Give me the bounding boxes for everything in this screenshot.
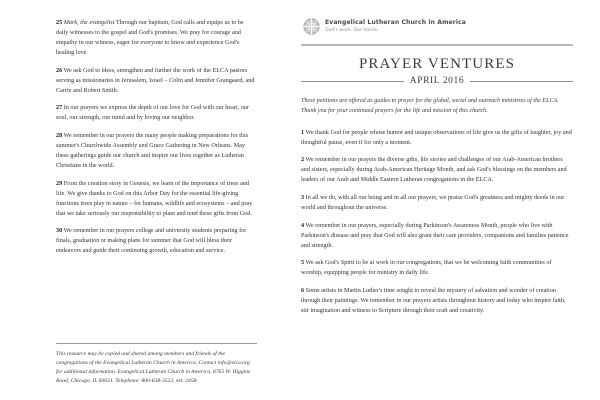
subtitle-rule-left — [301, 81, 404, 82]
prayer-entry — [56, 179, 257, 219]
prayer-entry-day: 3 — [301, 193, 305, 201]
prayer-entry — [56, 66, 257, 96]
prayer-entry-day: 26 — [56, 66, 63, 74]
colophon-text: This resource may be copied and shared among members and friends of the congregations of the Evangelical Lutheran Church in America. Contact info@elca.org for additional information. Evangelical Lutheran Church in America, 8765 W. Higgins Road, Chicago, IL 60631. Telephone: 800-638-3522, ext. 2458. — [56, 343, 257, 386]
prayer-entry — [301, 221, 573, 251]
masthead-divider — [301, 44, 573, 46]
masthead — [301, 18, 573, 35]
prayer-entry-text: Through our baptism, God calls and equips us to be daily witnesses to the gospel and God's promises. We pray for courage and empathy in our witness, eager for everyone to know and experience God's healing love. — [56, 19, 244, 57]
prayer-entry-day: 27 — [56, 104, 63, 112]
prayer-entry-day: 5 — [301, 259, 305, 267]
prayer-entry-commemoration: Mark, the evangelist — [63, 19, 115, 26]
brand-lines — [325, 18, 466, 33]
subtitle-row — [301, 76, 573, 86]
intro-paragraph: These petitions are offered as guides to prayer for the global, social and outreach ministries of the ELCA. Thank you for your continued prayers for the life and mission of this church. — [301, 98, 559, 114]
prayer-entry-text: We ask God to bless, strengthen and further the work of the ELCA pastors serving as missionaries in Jerusalem, Israel – Colin and Jennifer Grangaard, and Carrie and Robert Smith. — [56, 66, 255, 94]
title-block — [301, 57, 573, 86]
elca-circle-emblem-icon — [303, 18, 320, 35]
prayer-entry-text: From the creation story in Genesis, we learn of the importance of trees and life. We give thanks to God on this Arbor Day for the essential life-giving functions trees play in nature – for humans, wildlife and ecosystems – and pray that we take seriously our responsibility to plant and tend these gifts from God. — [56, 179, 253, 217]
prayer-entry-text: We remember in our prayers, especially during Parkinson's Awareness Month, people who live with Parkinson's disease and pray that God will also grant their care providers, companions and families patience and strength. — [301, 221, 569, 249]
prayer-entry-day: 6 — [301, 286, 305, 294]
prayer-entry-text: We thank God for people whose humor and unique observations of life give us the gifts of laughter, joy and thoughtful pause, even if for only a moment. — [301, 128, 572, 146]
prayer-entry-text: We remember in our prayers the diverse gifts, life stories and challenges of our Arab-American brothers and sisters, especially during Arab-American Heritage Month, and ask God's blessings on the members and leaders of our Arab and Middle Eastern Lutheran congregations in the ELCA. — [301, 156, 567, 184]
prayer-entry-text: Some artists in Martin Luther's time sought to reveal the mystery of salvation and wonder of creation through their paintings. We remember in our prayers artists throughout history and today who inspire faith, stir imagination and witness to Scripture through their craft and creativity. — [301, 286, 566, 314]
prayer-entry-text: We remember in our prayers college and university students preparing for finals, graduation or making plans for summer that God will bless their endeavors and guide their continuing growth, education and service. — [56, 227, 247, 255]
left-entries-list — [56, 18, 257, 264]
prayer-entry-day: 28 — [56, 131, 63, 139]
prayer-entry-text: We remember in our prayers the many people making preparations for this summer's Churchwide Assembly and Grace Gathering in New Orleans. May these gatherings guide our church and inspire our lives together as Lutheran Christians in the world. — [56, 131, 249, 170]
prayer-entry — [56, 131, 257, 171]
right-entries-list — [301, 128, 573, 316]
prayer-entry-day: 1 — [301, 128, 305, 136]
prayer-entry — [56, 103, 257, 123]
organization-name: Evangelical Lutheran Church in America — [325, 18, 466, 26]
prayer-entry-day: 25 — [56, 19, 63, 26]
prayer-entry-day: 4 — [301, 221, 305, 229]
page-title: PRAYER VENTURES — [358, 56, 516, 72]
prayer-entry — [56, 18, 257, 58]
prayer-entry — [301, 193, 573, 213]
prayer-entry-text: In all we do, with all our being and in all our prayers, we praise God's greatness and mighty deeds in our world and throughout the universe. — [301, 193, 565, 211]
prayer-entry — [301, 286, 573, 316]
left-column — [14, 18, 269, 386]
organization-tagline: God's work. Our hands. — [325, 28, 379, 34]
prayer-entry-text: We ask God's Spirit to be at work in our congregations, that we be welcoming faith communities of worship, equipping people for ministry in daily life. — [301, 259, 552, 277]
prayer-entry — [56, 226, 257, 256]
page-subtitle: APRIL 2016 — [409, 76, 465, 86]
prayer-entry — [301, 258, 573, 278]
right-column — [301, 18, 581, 386]
prayer-entry-day: 29 — [56, 179, 63, 187]
prayer-entry — [301, 128, 573, 148]
prayer-entry-day: 2 — [301, 156, 305, 164]
prayer-entry-day: 30 — [56, 227, 63, 235]
column-gutter — [269, 18, 301, 386]
prayer-entry-text: In our prayers we express the depth of our love for God with our heart, our soul, our strength, our mind and by loving our neighbor. — [56, 104, 249, 122]
prayer-entry — [301, 155, 573, 185]
subtitle-rule-right — [470, 81, 573, 82]
